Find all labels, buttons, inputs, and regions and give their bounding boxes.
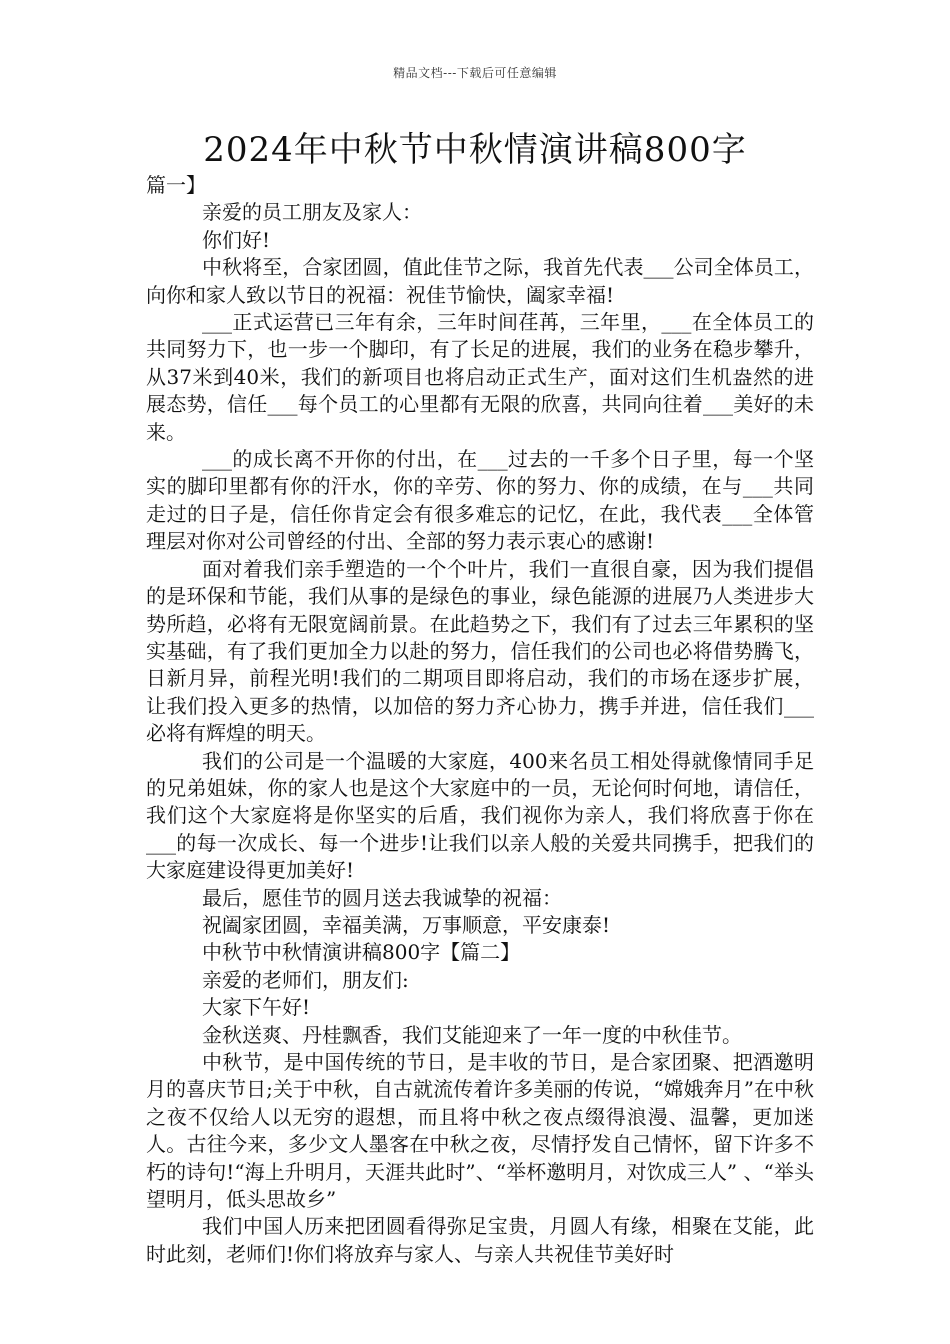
- section-one-label: 篇一】: [146, 173, 206, 197]
- body-paragraph: 我们中国人历来把团圆看得弥足宝贵，月圆人有缘，相聚在艾能，此时此刻，老师们!你们将放弃与家人、与亲人共祝佳节美好时: [146, 1214, 814, 1266]
- greeting-paragraph: 你们好!: [202, 227, 271, 252]
- body-paragraph: 我们的公司是一个温暖的大家庭，400来名员工相处得就像情同手足的兄弟姐妹，你的家人也是这个大家庭中的一员，无论何时何地，请信任，我们这个大家庭将是你坚实的后盾，我们视你为亲人，我们将欣喜于你在___的每一次成长、每一个进步!让我们以亲人般的关爱共同携手，把我们的大家庭建设得更加美好!: [146, 748, 814, 883]
- body-paragraph: 中秋将至，合家团圆，值此佳节之际，我首先代表___公司全体员工，向你和家人致以节日的祝福：祝佳节愉快，阖家幸福!: [146, 255, 814, 307]
- closing-paragraph: 最后，愿佳节的圆月送去我诚挚的祝福：: [202, 885, 562, 910]
- salutation-paragraph: 亲爱的员工朋友及家人：: [202, 200, 422, 225]
- greeting-paragraph: 大家下午好!: [202, 995, 311, 1020]
- document-title: 2024年中秋节中秋情演讲稿800字: [203, 130, 747, 170]
- body-paragraph: 金秋送爽、丹桂飘香，我们艾能迎来了一年一度的中秋佳节。: [202, 1022, 742, 1047]
- body-paragraph: ___正式运营已三年有余，三年时间荏苒，三年里，___在全体员工的共同努力下，也一步一个脚印，有了长足的进展，我们的业务在稳步攀升，从37米到40米，我们的新项目也将启动正式生产，面对这们生机盎然的进展态势，信任___每个员工的心里都有无限的欣喜，共同向往着___美好的未来。: [146, 310, 814, 444]
- closing-wish-paragraph: 祝阖家团圆，幸福美满，万事顺意，平安康泰!: [202, 912, 611, 937]
- document-body: [146, 172, 814, 1268]
- body-paragraph: 中秋节，是中国传统的节日，是丰收的节日，是合家团聚、把酒邀明月的喜庆节日;关于中秋，自古就流传着许多美丽的传说，“嫦娥奔月”在中秋之夜不仅给人以无穷的遐想，而且将中秋之夜点缀得浪漫、温馨，更加迷人。古往今来，多少文人墨客在中秋之夜，尽情抒发自己情怀，留下许多不朽的诗句!“海上升明月，天涯共此时”、“举杯邀明月，对饮成三人” 、“举头望明月，低头思故乡”: [146, 1050, 814, 1212]
- salutation-paragraph: 亲爱的老师们，朋友们:: [202, 967, 409, 992]
- page-header: 精品文档---下载后可任意编辑: [393, 66, 557, 80]
- body-paragraph: 面对着我们亲手塑造的一个个叶片，我们一直很自豪，因为我们提倡的是环保和节能，我们从事的是绿色的事业，绿色能源的进展乃人类进步大势所趋，必将有无限宽阔前景。在此趋势之下，我们有了过去三年累积的坚实基础，有了我们更加全力以赴的努力，信任我们的公司也必将借势腾飞，日新月异，前程光明!我们的二期项目即将启动，我们的市场在逐步扩展，让我们投入更多的热情，以加倍的努力齐心协力，携手并进，信任我们___必将有辉煌的明天。: [146, 556, 814, 746]
- section-two-heading: 中秋节中秋情演讲稿800字【篇二】: [202, 940, 521, 965]
- body-paragraph: ___的成长离不开你的付出，在___过去的一千多个日子里，每一个坚实的脚印里都有你的汗水，你的辛劳、你的努力、你的成绩，在与___共同走过的日子是，信任你肯定会有很多难忘的记忆，在此，我代表___全体管理层对你对公司曾经的付出、全部的努力表示衷心的感谢!: [146, 447, 814, 554]
